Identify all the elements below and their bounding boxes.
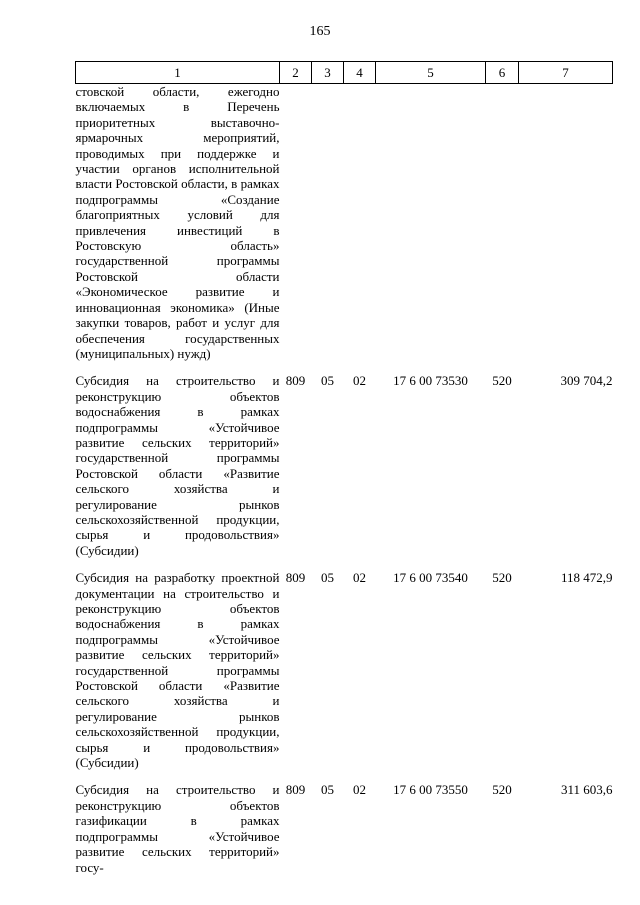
- page-number: 165: [309, 24, 331, 39]
- header-col-2: 2: [280, 62, 312, 84]
- row-col-5: 17 6 00 73530: [393, 373, 468, 389]
- row-description: Субсидия на строительство и реконструкцию объектов водоснабжения в рамках подпрограммы «Устойчивое развитие сельских территорий» государственной программы Ростовской области «Развитие сельского хозяйства и регулирование рынков сельскохозяйственной продукции, сырья и продовольствия» (Субсидии): [75, 373, 280, 558]
- table-row: [76, 570, 613, 770]
- row-col-4: 02: [353, 782, 366, 798]
- budget-table: [75, 61, 613, 875]
- row-col-6: 520: [492, 570, 512, 586]
- header-col-3: 3: [312, 62, 344, 84]
- header-col-4: 4: [344, 62, 376, 84]
- row-col-7: 118 472,9: [560, 570, 613, 586]
- table-row: [76, 373, 613, 558]
- row-col-5: 17 6 00 73540: [393, 570, 468, 586]
- table-row: [76, 84, 613, 362]
- header-col-7: 7: [519, 62, 613, 84]
- row-col-7: 309 704,2: [560, 373, 613, 389]
- row-col-6: [486, 84, 519, 362]
- table-row: [76, 782, 613, 874]
- row-col-3: 05: [321, 782, 334, 798]
- row-col-7: 311 603,6: [560, 782, 613, 798]
- row-col-2: 809: [285, 570, 306, 586]
- row-description: стовской области, ежегодно включаемых в Перечень приоритетных выставочно-ярмарочных мероприятий, проводимых при поддержке и участии органов исполнительной власти Ростовской области, в рамках подпрограммы «Создание благоприятных условий для привлечения инвестиций в Ростовскую область» государственной программы Ростовской области «Экономическое развитие и инновационная экономика» (Иные закупки товаров, работ и услуг для обеспечения государственных (муниципальных) нужд): [75, 84, 280, 361]
- row-description: Субсидия на строительство и реконструкцию объектов газификации в рамках подпрограммы «Устойчивое развитие сельских территорий» госу-: [75, 782, 280, 875]
- row-col-5: [376, 84, 486, 362]
- row-col-4: 02: [353, 373, 366, 389]
- row-col-6: 520: [492, 373, 512, 389]
- row-col-3: 05: [321, 570, 334, 586]
- row-col-6: 520: [492, 782, 512, 798]
- row-col-3: 05: [321, 373, 334, 389]
- row-col-7: [519, 84, 613, 362]
- header-row: [76, 62, 613, 84]
- header-col-5: 5: [376, 62, 486, 84]
- row-col-4: 02: [353, 570, 366, 586]
- row-col-4: [344, 84, 376, 362]
- row-col-2: 809: [285, 782, 306, 798]
- row-col-2: [280, 84, 312, 362]
- header-col-6: 6: [486, 62, 519, 84]
- row-col-5: 17 6 00 73550: [393, 782, 468, 798]
- header-col-1: 1: [76, 62, 280, 84]
- row-col-3: [312, 84, 344, 362]
- row-description: Субсидия на разработку проектной документации на строительство и реконструкцию объектов водоснабжения в рамках подпрограммы «Устойчивое развитие сельских территорий» государственной программы Ростовской области «Развитие сельского хозяйства и регулирование рынков сельскохозяйственной продукции, сырья и продовольствия» (Субсидии): [75, 570, 280, 771]
- row-col-2: 809: [285, 373, 306, 389]
